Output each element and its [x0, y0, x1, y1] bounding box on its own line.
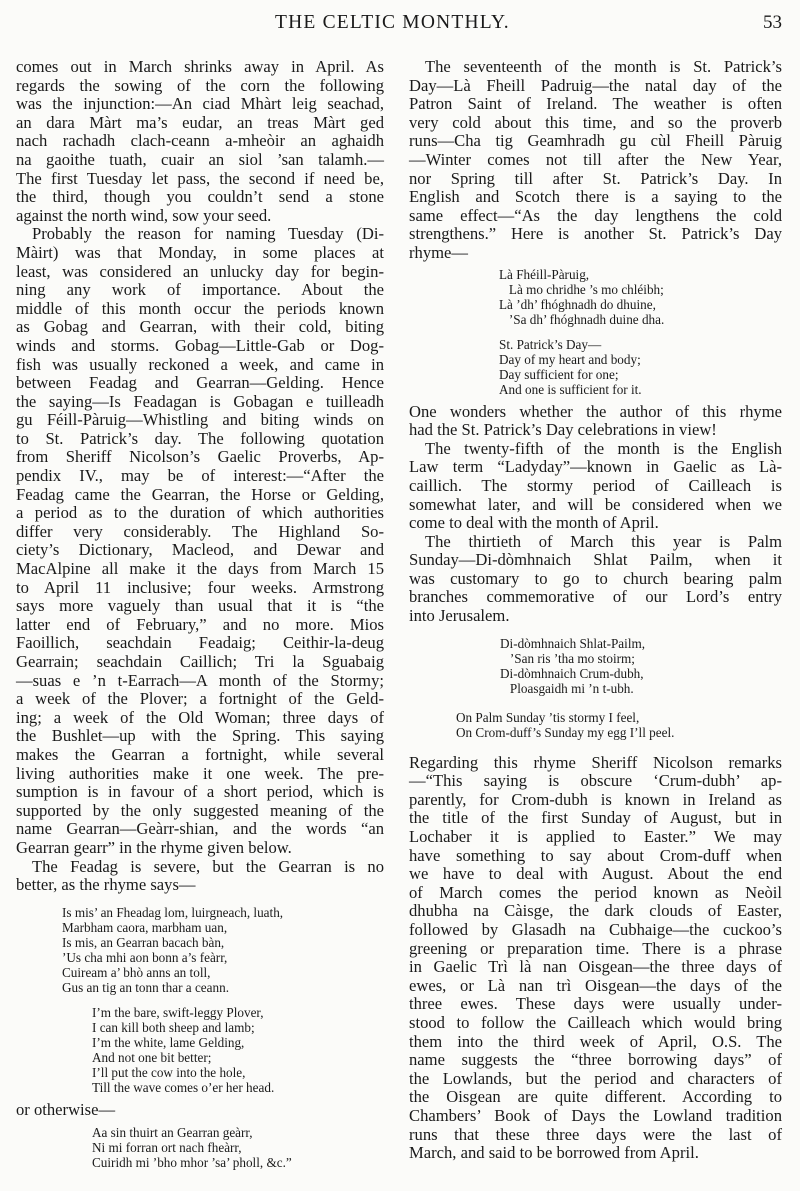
- verse-line: Ni mi forran ort nach fheàrr,: [92, 1140, 242, 1156]
- text-line: a period as to the duration of which authorities: [16, 503, 384, 523]
- text-line: says more vaguely than usual that it is “the: [16, 596, 384, 616]
- text-line: middle of this month occur the periods known: [16, 298, 384, 318]
- text-line: better, as the rhyme says—: [16, 875, 196, 895]
- text-line: makes the Gearran a fortnight, while several: [16, 744, 384, 764]
- paragraph: [16, 225, 384, 857]
- text-line: of March comes the period known as Neòil: [409, 882, 782, 902]
- text-line: pendix IV., may be of interest:—“After the: [16, 466, 384, 486]
- verse-line: Aa sin thuirt an Gearran geàrr,: [92, 1125, 253, 1141]
- text-line: greening or preparation time. There is a phrase: [409, 938, 782, 958]
- verse-line: And one is sufficient for it.: [499, 381, 642, 397]
- verse-line: ’Sa dh’ fhóghnadh duine dha.: [499, 311, 665, 327]
- text-line: very cold about this time, and so the proverb: [409, 112, 782, 132]
- text-line: somewhat later, and will be considered when we: [409, 494, 782, 514]
- text-line: nach rachadh clach-ceann a-mheòir an aghaidh: [16, 131, 384, 151]
- verse-line: On Palm Sunday ’tis stormy I feel,: [456, 709, 640, 725]
- verse-line: Ploasgaidh mi ’n t-ubh.: [500, 680, 634, 696]
- verse-line: Là mo chridhe ’s mo chléibh;: [499, 281, 664, 297]
- text-line: comes out in March shrinks away in April. As: [16, 57, 384, 76]
- text-line: One wonders whether the author of this rhyme: [409, 401, 782, 421]
- text-line: a week of the Plover; a fortnight of the Geld-: [16, 689, 384, 709]
- text-line: dhubha na Càisge, the dark clouds of Easter,: [409, 901, 782, 921]
- verse-palm-english: [409, 710, 782, 740]
- text-line: English and Scotch there is a saying to the: [409, 187, 782, 207]
- text-line: nor Spring till after St. Patrick’s Day. In: [409, 168, 782, 188]
- text-line: between Feadag and Gearran—Gelding. Hence: [16, 373, 384, 393]
- text-line: an dara Màrt ma’s eudar, an treas Màrt ged: [16, 112, 384, 132]
- verse-line: I’ll put the cow into the hole,: [92, 1064, 246, 1080]
- text-line: we have to deal with August. About the end: [409, 864, 782, 884]
- text-line: in Gaelic Trì là nan Oisgean—the three days of: [409, 957, 782, 977]
- paragraph: [409, 533, 782, 626]
- left-column: [16, 58, 384, 1170]
- text-line: The seventeenth of the month is St. Patrick’s: [425, 57, 782, 76]
- verse-line: On Crom-duff’s Sunday my egg I’ll peel.: [456, 724, 675, 740]
- text-line: supported by the only suggested meaning of the: [16, 800, 384, 820]
- text-line: Probably the reason for naming Tuesday (Di-: [32, 224, 384, 244]
- text-line: the saying—Is Feadagan is Gobagan e tuilleadh: [16, 391, 384, 411]
- text-line: from Sheriff Nicolson’s Gaelic Proverbs, Ap-: [16, 447, 384, 467]
- text-line: the Bushlet—up with the Spring. This saying: [16, 726, 384, 746]
- text-line: name suggests the “three borrowing days” of: [409, 1050, 782, 1070]
- text-line: the third, though you couldn’t send a stone: [16, 187, 384, 207]
- text-line: parently, for Crom-dubh is known in Ireland as: [409, 789, 782, 809]
- verse-line: Di-dòmhnaich Shlat-Pailm,: [500, 635, 646, 651]
- text-line: to April 11 inclusive; four weeks. Armstrong: [16, 577, 384, 597]
- text-line: caillich. The stormy period of Cailleach is: [409, 475, 782, 495]
- text-line: had the St. Patrick’s Day celebrations in view!: [409, 420, 717, 440]
- text-line: against the north wind, sow your seed.: [16, 205, 272, 225]
- text-line: Lochaber it is applied to Easter.” We may: [409, 827, 782, 847]
- paragraph: [409, 403, 782, 440]
- verse-patrick-english: [409, 337, 782, 397]
- running-header: [0, 6, 800, 36]
- right-column: [409, 58, 782, 1163]
- text-line: the Lowlands, but the period and characters of: [409, 1068, 782, 1088]
- text-line: branches commemorative of our Lord’s entry: [409, 587, 782, 607]
- text-line: the Oisgean are quite different. According to: [409, 1087, 782, 1107]
- text-line: MacAlpine all make it the days from March 15: [16, 559, 384, 579]
- text-line: followed by Glasadh na Cubhaige—the cuckoo’s: [409, 920, 782, 939]
- text-line: have something to say about Crom-duff when: [409, 845, 782, 865]
- verse-line: St. Patrick’s Day—: [499, 336, 602, 352]
- page-number: 53: [763, 12, 782, 33]
- text-line: them into the third week of April, O.S. The: [409, 1031, 782, 1051]
- verse-line: Day sufficient for one;: [499, 366, 619, 382]
- verse-palm-gaelic: [409, 636, 782, 696]
- text-line: Gearran gearr” in the rhyme given below.: [16, 837, 292, 857]
- verse-line: Là Fhéill-Pàruig,: [499, 266, 590, 282]
- or-otherwise: or otherwise—: [16, 1099, 116, 1119]
- paragraph: [16, 58, 384, 225]
- text-line: gu Féill-Pàruig—Whistling and biting winds on: [16, 410, 384, 430]
- text-line: March, and said to be borrowed from April.: [409, 1143, 699, 1163]
- text-line: Sunday—Di-dòmhnaich Shlat Pailm, when it: [409, 550, 782, 570]
- verse-line: Is mis’ an Fheadag lom, luirgneach, luath,: [62, 904, 284, 920]
- text-line: strengthens.” Here is another St. Patrick’s Day: [409, 224, 782, 244]
- text-line: stood to follow the Cailleach which would bring: [409, 1012, 782, 1032]
- text-line: three ewes. These days were usually under-: [409, 994, 782, 1014]
- text-line: Faoillich, seachdain Feadaig; Ceithir-la-deug: [16, 633, 384, 653]
- text-line: the title of the first Sunday of August, but in: [409, 808, 782, 828]
- text-line: into Jerusalem.: [409, 606, 510, 626]
- text-line: rhyme—: [409, 242, 468, 262]
- verse-line: I can kill both sheep and lamb;: [92, 1019, 255, 1035]
- verse-line: Is mis, an Gearran bacach bàn,: [62, 934, 225, 950]
- text-line: sumption is in favour of a short period, which is: [16, 782, 384, 802]
- paragraph: [409, 58, 782, 263]
- verse-line: Cuiridh mi ’bho mhor ’sa’ pholl, &c.”: [92, 1155, 292, 1171]
- text-line: runs that these three days were the last of: [409, 1124, 782, 1144]
- text-line: Regarding this rhyme Sheriff Nicolson remarks: [409, 752, 782, 772]
- paragraph: [409, 440, 782, 533]
- text-line: —Winter comes not till after the New Year,: [409, 149, 782, 169]
- verse-line: ’San ris ’tha mo stoirm;: [500, 650, 635, 666]
- text-line: runs—Cha tig Geamhradh gu cùl Fheill Pàruig: [409, 131, 782, 151]
- verse-patrick-gaelic: [409, 267, 782, 327]
- text-line: ewes, or Là nan trì Oisgean—the days of the: [409, 975, 782, 995]
- text-line: —“This saying is obscure ‘Crum-dubh’ ap-: [409, 771, 782, 791]
- verse-line: ’Us cha mhi aon bonn a’s feàrr,: [62, 949, 228, 965]
- journal-title: THE CELTIC MONTHLY.: [275, 12, 510, 33]
- text-line: The thirtieth of March this year is Palm: [425, 531, 782, 551]
- text-line: name Gearran—Geàrr-shian, and the words “an: [16, 819, 384, 839]
- text-line: was the injunction:—An ciad Mhàrt leig seachad,: [16, 94, 384, 114]
- text-line: na gaoithe tuath, cuair an siol ’san talamh.—: [16, 149, 384, 169]
- verse-line: I’m the white, lame Gelding,: [92, 1034, 245, 1050]
- text-line: Feadag came the Gearran, the Horse or Gelding,: [16, 484, 384, 504]
- text-line: Gearrain; seachdain Caillich; Tri la Sguabaig: [16, 652, 384, 671]
- verse-line: Gus an tig an tonn thar a ceann.: [62, 979, 229, 995]
- text-line: Màirt) was that Monday, in some places at: [16, 242, 384, 262]
- text-line: ing; a week of the Old Woman; three days of: [16, 707, 384, 727]
- text-line: living authorities make it one week. The pre-: [16, 763, 384, 783]
- text-line: Law term “Ladyday”—known in Gaelic as Là-: [409, 457, 782, 477]
- text-line: winds and storms. Gobag—Little-Gab or Dog-: [16, 335, 384, 355]
- verse-alt: [16, 1125, 384, 1170]
- text-line: The twenty-fifth of the month is the English: [425, 438, 782, 458]
- verse-line: Di-dòmhnaich Crum-dubh,: [500, 665, 644, 681]
- text-line: same effect—“As the day lengthens the cold: [409, 205, 782, 225]
- text-line: —suas e ’n t-Earrach—A month of the Stormy;: [16, 670, 384, 690]
- text-line: was customary to go to church bearing palm: [409, 568, 782, 588]
- text-line: as Gobag and Gearran, with their cold, biting: [16, 317, 384, 337]
- verse-line: And not one bit better;: [92, 1049, 212, 1065]
- text-line: The first Tuesday let pass, the second if need be,: [16, 168, 384, 188]
- verse-english: [16, 1005, 384, 1095]
- verse-gaelic: [16, 905, 384, 995]
- verse-line: I’m the bare, swift-leggy Plover,: [92, 1004, 264, 1020]
- paragraph: [16, 858, 384, 895]
- paragraph: [409, 754, 782, 1163]
- text-line: come to deal with the month of April.: [409, 513, 659, 533]
- verse-line: Day of my heart and body;: [499, 351, 641, 367]
- text-line: fish was usually reckoned a week, and came in: [16, 354, 384, 374]
- text-line: latter end of February,” and no more. Mios: [16, 614, 384, 634]
- verse-line: Marbham caora, marbham uan,: [62, 919, 228, 935]
- verse-line: Cuiream a’ bhò anns an toll,: [62, 964, 211, 980]
- text-line: ning any work of importance. About the: [16, 280, 384, 300]
- text-line: ciety’s Dictionary, Macleod, and Dewar and: [16, 540, 384, 560]
- text-line: differ very considerably. The Highland So-: [16, 521, 384, 541]
- text-line: Patron Saint of Ireland. The weather is often: [409, 94, 782, 114]
- text-line: regards the sowing of the corn the following: [16, 75, 384, 95]
- text-line: to St. Patrick’s day. The following quotation: [16, 428, 384, 448]
- text-line: Chambers’ Book of Days the Lowland tradition: [409, 1105, 782, 1125]
- text-line: Day—Là Fheill Padruig—the natal day of the: [409, 75, 782, 95]
- text-line: least, was considered an unlucky day for begin-: [16, 261, 384, 281]
- verse-line: Till the wave comes o’er her head.: [92, 1079, 275, 1095]
- text-line: The Feadag is severe, but the Gearran is no: [32, 856, 384, 876]
- verse-line: Là ’dh’ fhóghnadh do dhuine,: [499, 296, 656, 312]
